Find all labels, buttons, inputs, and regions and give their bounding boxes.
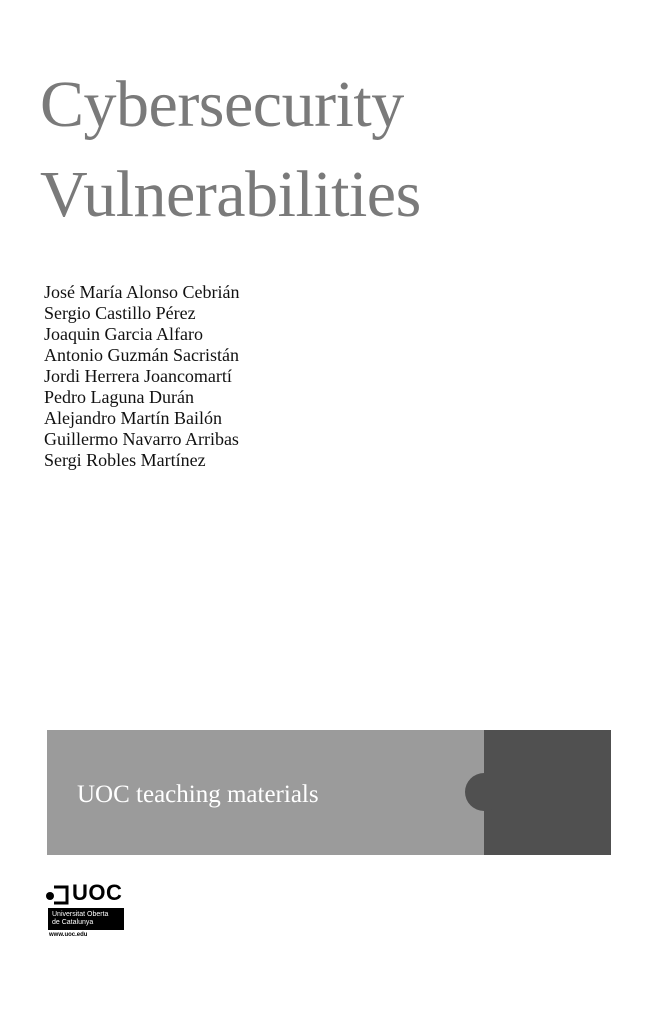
uoc-logo [45,880,127,941]
author-list [44,282,239,471]
author-name: Sergio Castillo Pérez [44,303,196,323]
author-name: Antonio Guzmán Sacristán [44,345,239,365]
author-name: Joaquin Garcia Alfaro [44,324,203,344]
document-title-line-1: Cybersecurity [40,68,404,141]
uoc-logo-mark-icon [45,885,69,905]
author-name: Jordi Herrera Joancomartí [44,366,232,386]
banner-puzzle-knob [465,773,503,811]
teaching-materials-banner [47,730,611,855]
uoc-name-box [48,908,124,930]
banner-label: UOC teaching materials [77,781,319,808]
author-name: Pedro Laguna Durán [44,387,194,407]
banner-dark-panel [484,730,611,855]
uoc-wordmark: UOC [72,880,123,905]
uoc-url: www.uoc.edu [49,932,88,938]
author-name: Guillermo Navarro Arribas [44,429,239,449]
author-name: Alejandro Martín Bailón [44,408,222,428]
document-title-line-2: Vulnerabilities [40,158,421,231]
author-name: José María Alonso Cebrián [44,282,240,302]
uoc-name-line-2: de Catalunya [52,919,94,926]
document-title [40,60,421,240]
author-name: Sergi Robles Martínez [44,450,206,470]
uoc-name-line-1: Universitat Oberta [52,911,109,918]
